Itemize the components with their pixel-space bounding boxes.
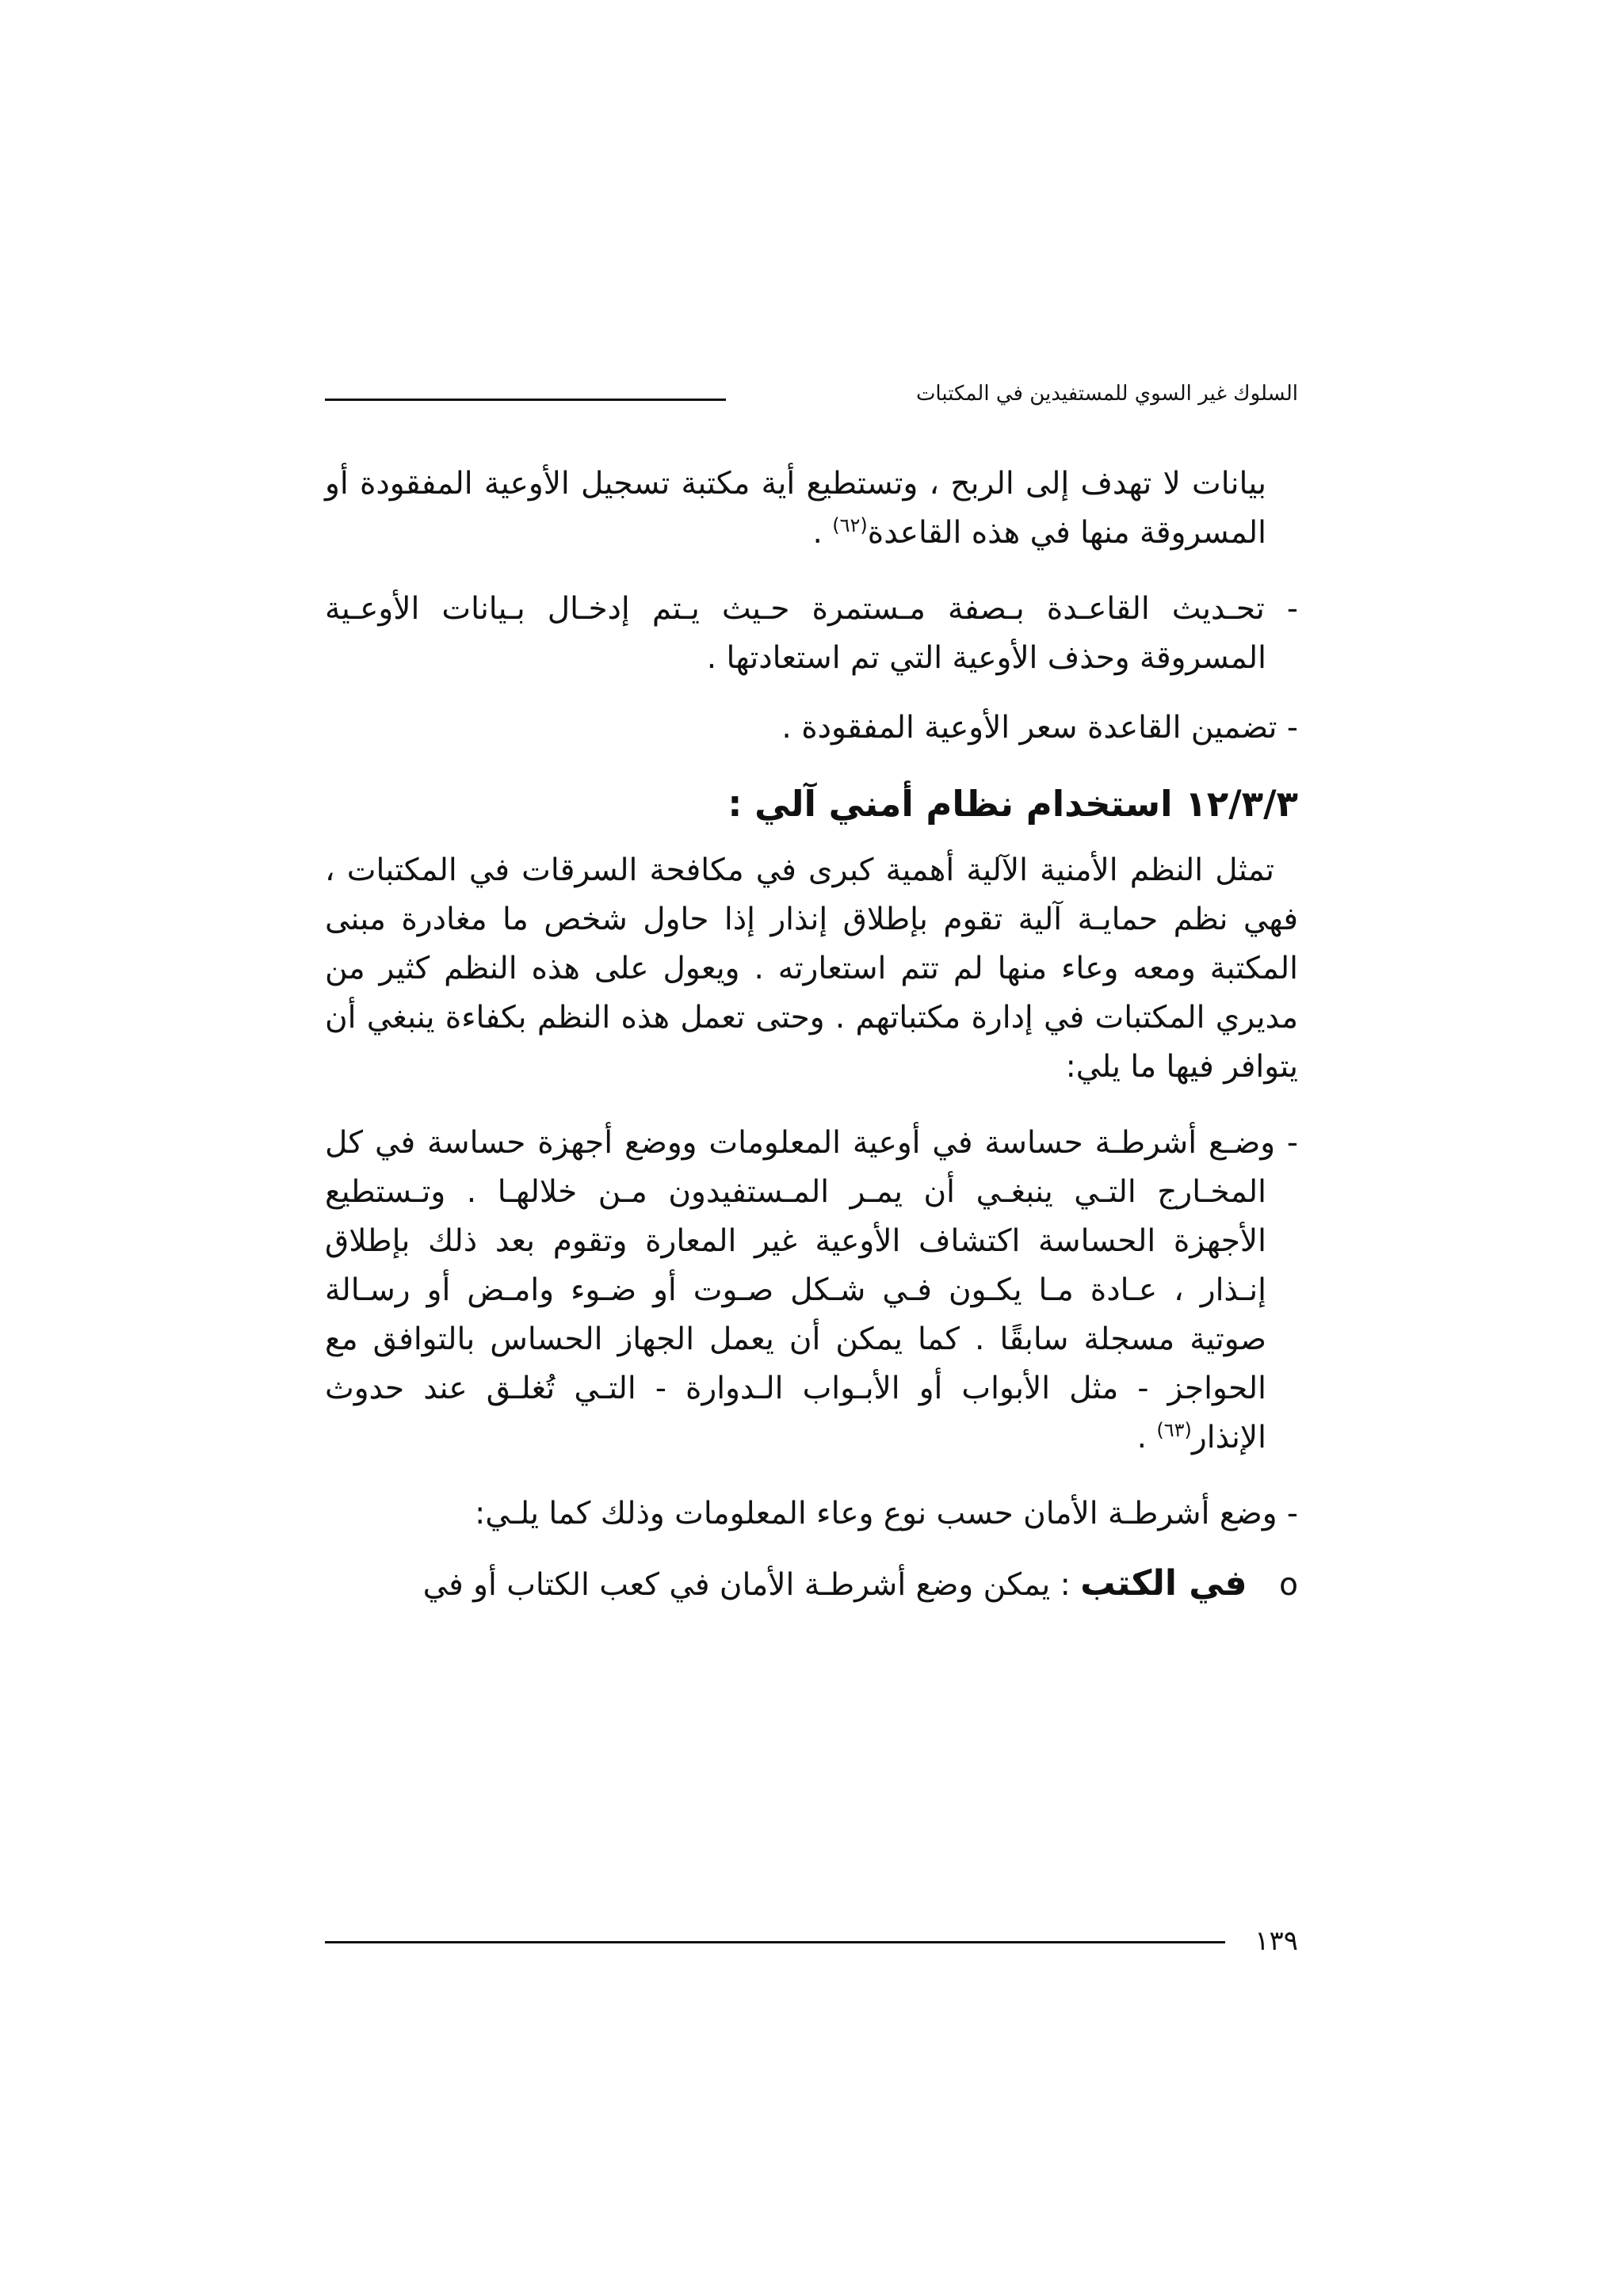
list-item-price: - تضمين القاعدة سعر الأوعية المفقودة . bbox=[781, 710, 1298, 746]
bullet-marker: o bbox=[1279, 1567, 1298, 1603]
list-item-text: - وضـع أشرطـة حساسة في أوعية المعلومات ووضع أجهزة حساسة في كل المخـارج التـي ينبغـي أن يمـر المـستفيدون مـن خلالهـا . وتـستطيع الأجهزة الحساسة اكتشاف الأوعية غير المعارة وتقوم بعد ذلك بإطلاق إنـذار ، عـادة مـا يكـون فـي شـكل صـوت أو ضـوء وامـض أو رسـالة صوتية مسجلة سابقًا . كما يمكن أن يعمل الجهاز الحساس بالتوافق مع الحواجز - مثل الأبواب أو الأبـواب الـدوارة - التـي تُغلـق عند حدوث الإنذار bbox=[325, 1125, 1298, 1455]
paragraph-end: . bbox=[812, 515, 833, 551]
bullet-label: في الكتب bbox=[1080, 1563, 1247, 1604]
page-number: ١٣٩ bbox=[1254, 1925, 1298, 1957]
footnote-ref-62: (٦٢) bbox=[832, 514, 868, 536]
list-item-update-database: - تحـديث القاعـدة بـصفة مـستمرة حـيث يـتم إدخـال بـيانات الأوعـية المسروقة وحذف الأوعية التي تم استعادتها . bbox=[325, 591, 1298, 676]
sub-bullet-books bbox=[325, 1559, 1298, 1610]
header-rule bbox=[325, 399, 726, 401]
list-item-end: . bbox=[1136, 1420, 1157, 1455]
section-heading: ١٢/٣/٣ استخدام نظام أمني آلي : bbox=[727, 783, 1298, 825]
footnote-ref-63: (٦٣) bbox=[1156, 1419, 1192, 1441]
footer-rule bbox=[325, 1941, 1225, 1943]
running-header bbox=[325, 372, 1298, 410]
bullet-text: : يمكن وضع أشرطـة الأمان في كعب الكتاب أو في bbox=[422, 1567, 1081, 1603]
list-item-security-strips: - وضع أشرطـة الأمان حسب نوع وعاء المعلومات وذلك كما يلـي: bbox=[475, 1496, 1298, 1531]
body-text bbox=[325, 460, 1298, 1641]
paragraph-security-systems: تمثل النظم الأمنية الآلية أهمية كبرى في مكافحة السرقات في المكتبات ، فهي نظم حمايـة آلية تقوم بإطلاق إنذار إذا حاول شخص ما مغادرة مبنى المكتبة ومعه وعاء منها لم تتم استعارته . ويعول على هذه النظم كثير من مديري المكتبات في إدارة مكتباتهم . وحتى تعمل هذه النظم بكفاءة ينبغي أن يتوافر فيها ما يلي: bbox=[325, 852, 1298, 1085]
paragraph-continuation bbox=[325, 460, 1298, 558]
running-title: السلوك غير السوي للمستفيدين في المكتبات bbox=[915, 382, 1298, 406]
list-item-sensitive-strips bbox=[325, 1119, 1298, 1463]
paragraph-text: بيانات لا تهدف إلى الربح ، وتستطيع أية مكتبة تسجيل الأوعية المفقودة أو المسروقة منها في هذه القاعدة bbox=[325, 466, 1266, 551]
page-footer bbox=[325, 1925, 1298, 1957]
